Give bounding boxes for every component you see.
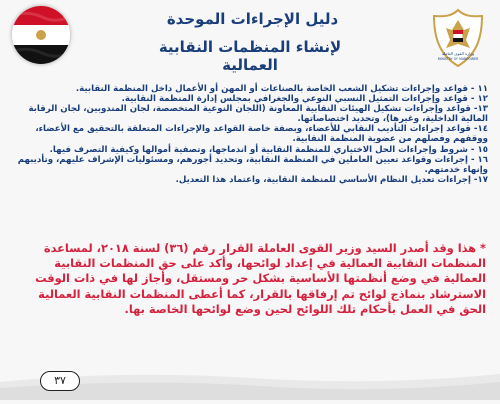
list-item: ١٦ - إجراءات وقواعد تعيين العاملين في المنظمة النقابية، وتحديد أجورهم، ومسئوليات الإشراف عليهم، وتأديبهم وإنهاء خدمتهم. bbox=[17, 154, 488, 175]
header bbox=[0, 0, 500, 78]
list-item: ١٣- قواعد وإجراءات تشكيل الهيئات النقابية المعاونة (اللجان النوعية المتخصصة، لجان المندوبين، لجان الرقابة المالية الداخلية، وغيرها)، وتحديد اختصاصاتها. bbox=[28, 104, 488, 125]
list-item: ١٧- إجراءات تعديل النظام الأساسي للمنظمة النقابية، واعتماد هذا التعديل. bbox=[175, 174, 488, 185]
page-number: ٣٧ bbox=[40, 371, 80, 391]
list-item: ١٥ - شروط وإجراءات الحل الاختياري للمنظمة النقابية أو اندماجها، وتصفية أموالها وكيفية التصرف فيها. bbox=[49, 144, 488, 155]
procedures-list bbox=[12, 84, 488, 185]
page-title: دليل الإجراءات الموحدة bbox=[166, 10, 339, 28]
list-item: ١٢ - قواعد وإجراءات التمثيل النسبي النوعي والجغرافي بمجلس إدارة المنظمة النقابية. bbox=[121, 94, 488, 105]
page-subtitle: لإنشاء المنظمات النقابية العمالية bbox=[158, 38, 342, 74]
decree-note: * هذا وقد أصدر السيد وزير القوى العاملة القرار رقم (٣٦) لسنة ٢٠١٨، لمساعدة المنظمات النقابية العمالية في إعداد لوائحها، وأكد على حق المنظمات النقابية العمالية في وضع أنظمتها الأساسية بشكل حر ومستقل، وأجاز لها في ذات الوقت الاسترشاد بنماذج لوائح تم إرفاقها بالقرار، كما أعطى المنظمات النقابية العمالية الحق في العمل بأحكام تلك اللوائح لحين وضع لوائحها الخاصة بها. bbox=[35, 241, 486, 316]
egypt-flag-icon bbox=[12, 6, 70, 64]
list-item: ١١ - قواعد وإجراءات تشكيل الشعب الخاصة بالصناعات أو المهن أو الأعمال داخل المنظمة النقابية. bbox=[75, 84, 488, 94]
logo-text-bottom: MINISTRY OF MANPOWER bbox=[437, 57, 479, 61]
list-item: ١٤- قواعد إجراءات التأديب النقابي للأعضاء، وبصفة خاصة القواعد والإجراءات المتعلقة بالتحقيق مع الأعضاء، ووقفهم وفصلهم من عضوية المنظمة النقابية. bbox=[35, 124, 488, 145]
logo-text-top: وزارة القوى العاملة bbox=[441, 51, 475, 56]
ministry-logo-icon bbox=[428, 8, 488, 68]
